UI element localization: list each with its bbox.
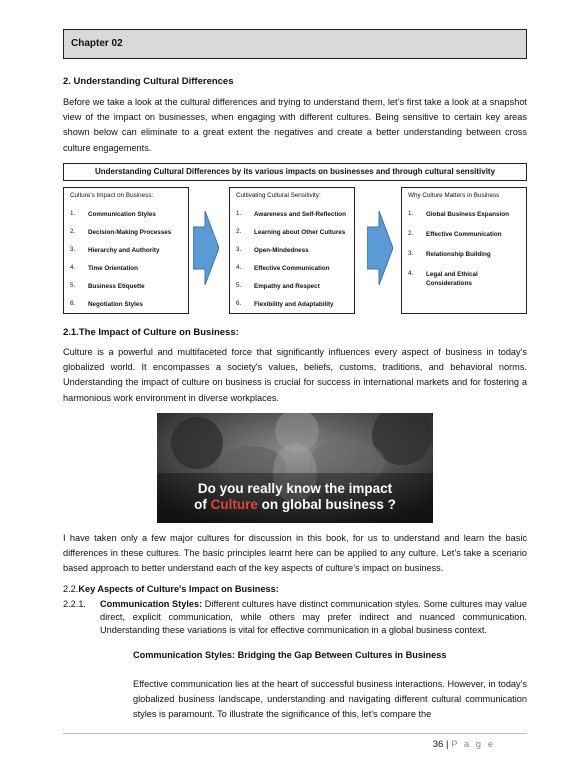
sensitivity-item: 6. Flexibility and Adaptability <box>236 300 334 308</box>
culture-impact-image <box>157 413 433 523</box>
subsection-2-1-heading: 2.1.The Impact of Culture on Business: <box>63 327 239 338</box>
callout-title: Communication Styles: Bridging the Gap Between Cultures in Business <box>133 650 447 660</box>
impact-item: 5. Business Etiquette <box>70 282 145 290</box>
sensitivity-box <box>229 187 355 314</box>
cultures-discussion-paragraph: I have taken only a few major cultures for discussion in this book, for us to understand and learn the basic differences in these cultures. The basic principles learnt here can be applied to any culture. Let’s take a scenario based approach to better understand each of the key aspects of culture’s impact on business. <box>63 533 527 574</box>
footer-divider <box>63 733 527 734</box>
diagram-title: Understanding Cultural Differences by its various impacts on businesses and through cultural sensitivity <box>63 163 527 181</box>
callout-body: Effective communication lies at the heart of successful business interactions. However, in today's globalized business landscape, understanding and navigating different cultural communication styles is paramount. To illustrate the significance of this, let's compare the <box>133 679 527 720</box>
sensitivity-item: 1. Awareness and Self-Reflection <box>236 210 346 218</box>
sensitivity-item: 5. Empathy and Respect <box>236 282 320 290</box>
why-culture-box <box>401 187 527 314</box>
impact-item: 1. Communication Styles <box>70 210 156 218</box>
impact-box-heading: Culture’s Impact on Business: <box>70 192 154 199</box>
impact-item: 2. Decision-Making Processes <box>70 228 172 236</box>
impact-item: 6. Negotiation Styles <box>70 300 143 308</box>
intro-paragraph: Before we take a look at the cultural differences and trying to understand them, let’s first take a look at a snapshot view of the impact on businesses, when engaging with different cultures. Being sensitive to certain key areas shown below can eliminate to a great extent the negatives and create a better understanding between cross culture engagements. <box>63 97 527 153</box>
right-arrow-icon <box>193 211 219 285</box>
image-caption-line1: Do you really know the impact <box>197 481 393 496</box>
impact-box <box>63 187 189 314</box>
why-culture-item: 3. Relationship Building <box>408 250 491 258</box>
sensitivity-item: 3. Open-Mindedness <box>236 246 309 254</box>
communication-styles-item: 2.2.1. Communication Styles: Different cultures have distinct communication styles. Some cultures may value direct, explicit communication, while others may prefer indirect and nuanced communication. Understanding these variations is vital for effective communication in a global business context. <box>63 599 527 636</box>
why-culture-box-heading: Why Culture Matters in Business <box>408 192 500 199</box>
impact-item: 4. Time Orientation <box>70 264 138 272</box>
page-footer: 36 | P a g e <box>432 739 495 750</box>
right-arrow-icon <box>367 211 393 285</box>
subsection-2-2-heading: 2.2.Key Aspects of Culture's Impact on Business: <box>63 584 279 594</box>
image-caption-line2: of Culture on global business ? <box>194 497 396 512</box>
why-culture-item: 1. Global Business Expansion <box>408 210 509 218</box>
why-culture-item: 2. Effective Communication <box>408 230 502 238</box>
culture-impact-paragraph: Culture is a powerful and multifaceted force that significantly influences every aspect of business in today's globalized world. It encompasses a society's values, beliefs, customs, traditions, and behavioral norms. Understanding the impact of culture on business is crucial for success in international markets and for fostering a harmonious work environment in diverse workplaces. <box>63 347 527 403</box>
impact-item: 3. Hierarchy and Authority <box>70 246 160 254</box>
why-culture-item: 4. Legal and Ethical Considerations <box>408 270 478 287</box>
chapter-header: Chapter 02 <box>63 29 527 59</box>
sensitivity-box-heading: Cultivating Cultural Sensitivity: <box>236 192 321 199</box>
sensitivity-item: 2. Learning about Other Cultures <box>236 228 346 236</box>
section-heading: 2. Understanding Cultural Differences <box>63 76 234 87</box>
sensitivity-item: 4. Effective Communication <box>236 264 330 272</box>
